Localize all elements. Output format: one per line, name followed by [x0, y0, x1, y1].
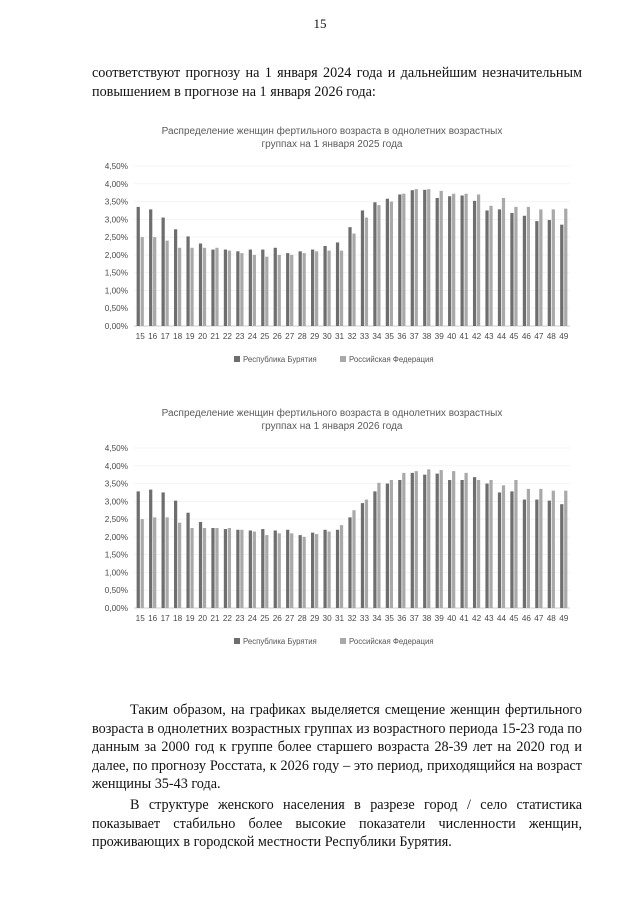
x-tick-label: 23	[235, 332, 245, 341]
x-tick-label: 28	[297, 614, 307, 623]
bar-russia-46	[527, 489, 530, 608]
bar-russia-41	[464, 473, 467, 608]
bar-russia-32	[352, 234, 355, 326]
bar-buryatia-42	[473, 477, 476, 608]
bar-russia-31	[340, 525, 343, 608]
bar-buryatia-18	[174, 501, 177, 608]
bar-russia-17	[166, 517, 169, 608]
x-tick-label: 38	[422, 614, 432, 623]
bar-russia-29	[315, 534, 318, 608]
legend-swatch-russia	[340, 356, 346, 362]
bar-russia-30	[327, 532, 330, 608]
x-tick-label: 25	[260, 332, 270, 341]
x-tick-label: 36	[397, 614, 407, 623]
bar-buryatia-32	[348, 227, 351, 326]
bar-russia-33	[365, 500, 368, 608]
bar-buryatia-31	[336, 242, 339, 326]
x-tick-label: 22	[222, 332, 232, 341]
intro-paragraph: соответствуют прогнозу на 1 января 2024 года и дальнейшим незначительным повышением в прогнозе на 1 января 2026 года:	[92, 65, 582, 100]
bar-buryatia-19	[186, 513, 189, 608]
x-tick-label: 33	[359, 614, 370, 623]
x-tick-label: 15	[135, 332, 145, 341]
bar-russia-42	[477, 480, 480, 608]
bar-buryatia-45	[510, 491, 513, 608]
bar-russia-26	[278, 255, 281, 326]
x-tick-label: 29	[310, 614, 320, 623]
bar-buryatia-30	[323, 530, 326, 608]
y-tick-label: 1,00%	[104, 286, 128, 296]
bar-russia-16	[153, 237, 156, 326]
x-tick-label: 21	[210, 332, 220, 341]
y-tick-label: 4,50%	[104, 162, 128, 171]
bar-russia-38	[427, 189, 430, 326]
bar-russia-25	[265, 257, 268, 326]
y-tick-label: 2,50%	[104, 515, 128, 525]
structure-paragraph: В структуре женского населения в разрезе город / село статистика показывает стабильно более высокие показатели численности женщин, проживающих в городской местности Республики Бурятия.	[92, 797, 582, 850]
bar-russia-42	[477, 194, 480, 326]
bar-russia-40	[452, 471, 455, 608]
bar-russia-41	[464, 194, 467, 326]
bar-buryatia-17	[162, 492, 165, 608]
bar-russia-34	[377, 205, 380, 326]
bar-russia-36	[402, 194, 405, 326]
chart-2025	[92, 118, 582, 388]
bar-russia-21	[215, 528, 218, 608]
y-tick-label: 3,00%	[104, 497, 128, 507]
chart-title-line-2: группах на 1 января 2025 года	[261, 139, 403, 150]
bar-buryatia-32	[348, 517, 351, 608]
bar-buryatia-39	[436, 474, 439, 608]
y-tick-label: 3,50%	[104, 197, 128, 207]
bar-russia-48	[552, 491, 555, 608]
bar-buryatia-34	[373, 491, 376, 608]
bar-russia-47	[539, 209, 542, 326]
bar-russia-15	[141, 237, 144, 326]
bar-russia-44	[502, 198, 505, 326]
x-tick-label: 47	[534, 614, 544, 623]
x-tick-label: 46	[521, 614, 531, 623]
x-tick-label: 30	[322, 614, 332, 623]
y-tick-label: 3,50%	[104, 479, 128, 489]
bar-buryatia-34	[373, 202, 376, 326]
x-tick-label: 29	[310, 332, 320, 341]
bar-russia-25	[265, 535, 268, 608]
bar-buryatia-19	[186, 236, 189, 326]
bar-buryatia-24	[249, 250, 252, 326]
bar-buryatia-47	[535, 500, 538, 608]
bar-russia-23	[240, 253, 243, 326]
bar-russia-32	[352, 510, 355, 608]
legend-swatch-buryatia	[234, 638, 240, 644]
legend-label-russia: Российская Федерация	[349, 637, 434, 646]
x-tick-label: 16	[148, 332, 158, 341]
bar-russia-20	[203, 248, 206, 326]
bar-russia-38	[427, 469, 430, 608]
chart-title-line-1: Распределение женщин фертильного возраста в однолетних возрастных	[161, 126, 503, 137]
bar-buryatia-20	[199, 522, 202, 608]
x-tick-label: 23	[235, 614, 245, 623]
bar-buryatia-45	[510, 213, 513, 326]
bar-russia-19	[190, 528, 193, 608]
bar-buryatia-49	[560, 504, 563, 608]
bar-buryatia-26	[274, 248, 277, 326]
x-tick-label: 26	[272, 614, 282, 623]
bar-buryatia-25	[261, 250, 264, 326]
x-tick-label: 27	[285, 614, 295, 623]
x-tick-label: 37	[409, 614, 419, 623]
bar-buryatia-29	[311, 533, 314, 608]
bar-russia-24	[253, 532, 256, 608]
y-tick-label: 0,00%	[104, 604, 128, 613]
bar-buryatia-20	[199, 244, 202, 326]
bar-russia-22	[228, 251, 231, 326]
bar-buryatia-38	[423, 475, 426, 608]
bar-russia-37	[415, 189, 418, 326]
legend-swatch-buryatia	[234, 356, 240, 362]
bar-buryatia-33	[361, 503, 364, 608]
bar-buryatia-46	[523, 216, 526, 326]
y-tick-label: 1,00%	[104, 568, 128, 578]
bar-buryatia-29	[311, 250, 314, 326]
x-tick-label: 20	[197, 332, 208, 341]
bar-buryatia-48	[548, 501, 551, 608]
legend-swatch-russia	[340, 638, 346, 644]
bar-russia-26	[278, 533, 281, 608]
bar-buryatia-28	[299, 535, 302, 608]
y-tick-label: 0,50%	[104, 586, 128, 596]
bar-buryatia-33	[361, 210, 364, 326]
x-tick-label: 32	[347, 332, 357, 341]
bar-buryatia-48	[548, 220, 551, 326]
bar-buryatia-38	[423, 190, 426, 326]
bar-russia-33	[365, 218, 368, 326]
x-tick-label: 19	[185, 614, 195, 623]
x-tick-label: 43	[484, 614, 494, 623]
bar-russia-19	[190, 248, 193, 326]
bar-russia-22	[228, 528, 231, 608]
bar-buryatia-49	[560, 225, 563, 326]
y-tick-label: 4,00%	[104, 461, 128, 471]
bar-russia-27	[290, 255, 293, 326]
bar-buryatia-23	[236, 251, 239, 326]
x-tick-label: 48	[546, 614, 556, 623]
bar-russia-27	[290, 533, 293, 608]
bar-buryatia-41	[461, 480, 464, 608]
bar-buryatia-15	[137, 207, 140, 326]
bar-buryatia-15	[137, 491, 140, 608]
bar-russia-15	[141, 519, 144, 608]
bar-buryatia-36	[398, 480, 401, 608]
x-tick-label: 42	[472, 614, 482, 623]
x-tick-label: 49	[559, 614, 569, 623]
bar-buryatia-17	[162, 218, 165, 326]
y-tick-label: 0,00%	[104, 322, 128, 331]
x-tick-label: 30	[322, 332, 332, 341]
x-tick-label: 20	[197, 614, 208, 623]
x-tick-label: 36	[397, 332, 407, 341]
x-tick-label: 27	[285, 332, 295, 341]
bar-russia-37	[415, 471, 418, 608]
bar-buryatia-16	[149, 490, 152, 608]
bar-buryatia-39	[436, 198, 439, 326]
x-tick-label: 38	[422, 332, 432, 341]
bar-buryatia-43	[485, 484, 488, 608]
bar-buryatia-37	[411, 190, 414, 326]
bar-buryatia-21	[211, 250, 214, 326]
bar-russia-47	[539, 489, 542, 608]
bar-russia-34	[377, 483, 380, 608]
bar-russia-21	[215, 248, 218, 326]
x-tick-label: 37	[409, 332, 419, 341]
y-tick-label: 0,50%	[104, 304, 128, 314]
bar-russia-39	[440, 470, 443, 608]
bar-buryatia-18	[174, 229, 177, 326]
x-tick-label: 22	[222, 614, 232, 623]
bar-buryatia-40	[448, 480, 451, 608]
bar-russia-45	[514, 480, 517, 608]
x-tick-label: 41	[459, 614, 469, 623]
legend-label-buryatia: Республика Бурятия	[243, 637, 317, 646]
conclusion-paragraph: Таким образом, на графиках выделяется смещение женщин фертильного возраста в однолетних возрастных группах из возрастного периода 15-23 года по данным за 2000 год к группе более старшего возраста 28-39 лет на 2020 год и далее, по прогнозу Росстата, к 2026 году – это период, приходящийся на возраст женщины 35-43 года.	[92, 702, 582, 792]
x-tick-label: 41	[459, 332, 469, 341]
y-tick-label: 2,00%	[104, 250, 128, 260]
bar-buryatia-47	[535, 221, 538, 326]
x-tick-label: 15	[135, 614, 145, 623]
x-tick-label: 21	[210, 614, 220, 623]
y-tick-label: 4,50%	[104, 444, 128, 453]
x-tick-label: 28	[297, 332, 307, 341]
legend-label-buryatia: Республика Бурятия	[243, 355, 317, 364]
chart-title-line-2: группах на 1 января 2026 года	[261, 421, 403, 432]
bar-buryatia-22	[224, 250, 227, 326]
x-tick-label: 18	[173, 332, 183, 341]
bar-buryatia-24	[249, 530, 252, 608]
bar-buryatia-40	[448, 196, 451, 326]
bar-russia-18	[178, 523, 181, 608]
x-tick-label: 19	[185, 332, 195, 341]
bar-buryatia-27	[286, 530, 289, 608]
bar-russia-23	[240, 530, 243, 608]
y-tick-label: 1,50%	[104, 550, 128, 560]
bar-russia-45	[514, 207, 517, 326]
y-tick-label: 4,00%	[104, 179, 128, 189]
x-tick-label: 40	[447, 614, 457, 623]
bar-buryatia-43	[485, 210, 488, 326]
page-number: 15	[313, 16, 327, 31]
x-tick-label: 43	[484, 332, 494, 341]
x-tick-label: 47	[534, 332, 544, 341]
legend-label-russia: Российская Федерация	[349, 355, 434, 364]
bar-russia-24	[253, 255, 256, 326]
x-tick-label: 42	[472, 332, 482, 341]
bar-buryatia-16	[149, 209, 152, 326]
bar-russia-49	[564, 209, 567, 326]
bar-russia-48	[552, 209, 555, 326]
x-tick-label: 46	[521, 332, 531, 341]
bar-russia-44	[502, 485, 505, 608]
bar-buryatia-25	[261, 529, 264, 608]
bar-russia-16	[153, 517, 156, 608]
x-tick-label: 49	[559, 332, 569, 341]
x-tick-label: 39	[434, 332, 444, 341]
bar-russia-31	[340, 251, 343, 326]
bar-buryatia-35	[386, 484, 389, 608]
bar-russia-17	[166, 241, 169, 326]
x-tick-label: 24	[247, 614, 257, 623]
bar-buryatia-26	[274, 530, 277, 608]
x-tick-label: 32	[347, 614, 357, 623]
x-tick-label: 44	[496, 332, 507, 341]
bar-buryatia-37	[411, 473, 414, 608]
bar-buryatia-44	[498, 492, 501, 608]
bar-buryatia-21	[211, 528, 214, 608]
y-tick-label: 3,00%	[104, 215, 128, 225]
x-tick-label: 25	[260, 614, 270, 623]
x-tick-label: 40	[447, 332, 457, 341]
bar-russia-20	[203, 528, 206, 608]
x-tick-label: 39	[434, 614, 444, 623]
bar-russia-46	[527, 207, 530, 326]
bar-buryatia-27	[286, 253, 289, 326]
x-tick-label: 24	[247, 332, 257, 341]
bar-russia-36	[402, 473, 405, 608]
bar-buryatia-36	[398, 194, 401, 326]
y-tick-label: 2,50%	[104, 233, 128, 243]
x-tick-label: 45	[509, 614, 519, 623]
bar-russia-39	[440, 191, 443, 326]
bar-buryatia-31	[336, 530, 339, 608]
x-tick-label: 48	[546, 332, 556, 341]
x-tick-label: 35	[384, 614, 394, 623]
bar-russia-30	[327, 251, 330, 326]
bar-buryatia-23	[236, 530, 239, 608]
x-tick-label: 18	[173, 614, 183, 623]
x-tick-label: 31	[334, 332, 345, 341]
x-tick-label: 17	[160, 614, 170, 623]
y-tick-label: 1,50%	[104, 268, 128, 278]
bar-buryatia-35	[386, 199, 389, 326]
x-tick-label: 31	[334, 614, 345, 623]
bar-russia-28	[303, 253, 306, 326]
bar-buryatia-22	[224, 529, 227, 608]
bar-russia-43	[489, 206, 492, 326]
x-tick-label: 44	[496, 614, 507, 623]
chart-title-line-1: Распределение женщин фертильного возраста в однолетних возрастных	[161, 408, 503, 419]
bar-buryatia-42	[473, 201, 476, 326]
x-tick-label: 35	[384, 332, 394, 341]
bar-russia-35	[390, 202, 393, 326]
x-tick-label: 17	[160, 332, 170, 341]
x-tick-label: 34	[372, 614, 382, 623]
x-tick-label: 34	[372, 332, 382, 341]
bar-buryatia-30	[323, 246, 326, 326]
chart-2026	[92, 400, 582, 670]
x-tick-label: 26	[272, 332, 282, 341]
bar-russia-18	[178, 248, 181, 326]
bar-russia-49	[564, 491, 567, 608]
x-tick-label: 45	[509, 332, 519, 341]
bar-russia-28	[303, 537, 306, 608]
bar-buryatia-44	[498, 209, 501, 326]
bar-buryatia-41	[461, 196, 464, 326]
bar-russia-40	[452, 194, 455, 326]
x-tick-label: 33	[359, 332, 370, 341]
bar-buryatia-46	[523, 500, 526, 608]
y-tick-label: 2,00%	[104, 532, 128, 542]
x-tick-label: 16	[148, 614, 158, 623]
bar-buryatia-28	[299, 251, 302, 326]
bar-russia-43	[489, 480, 492, 608]
bar-russia-35	[390, 480, 393, 608]
bar-russia-29	[315, 251, 318, 326]
